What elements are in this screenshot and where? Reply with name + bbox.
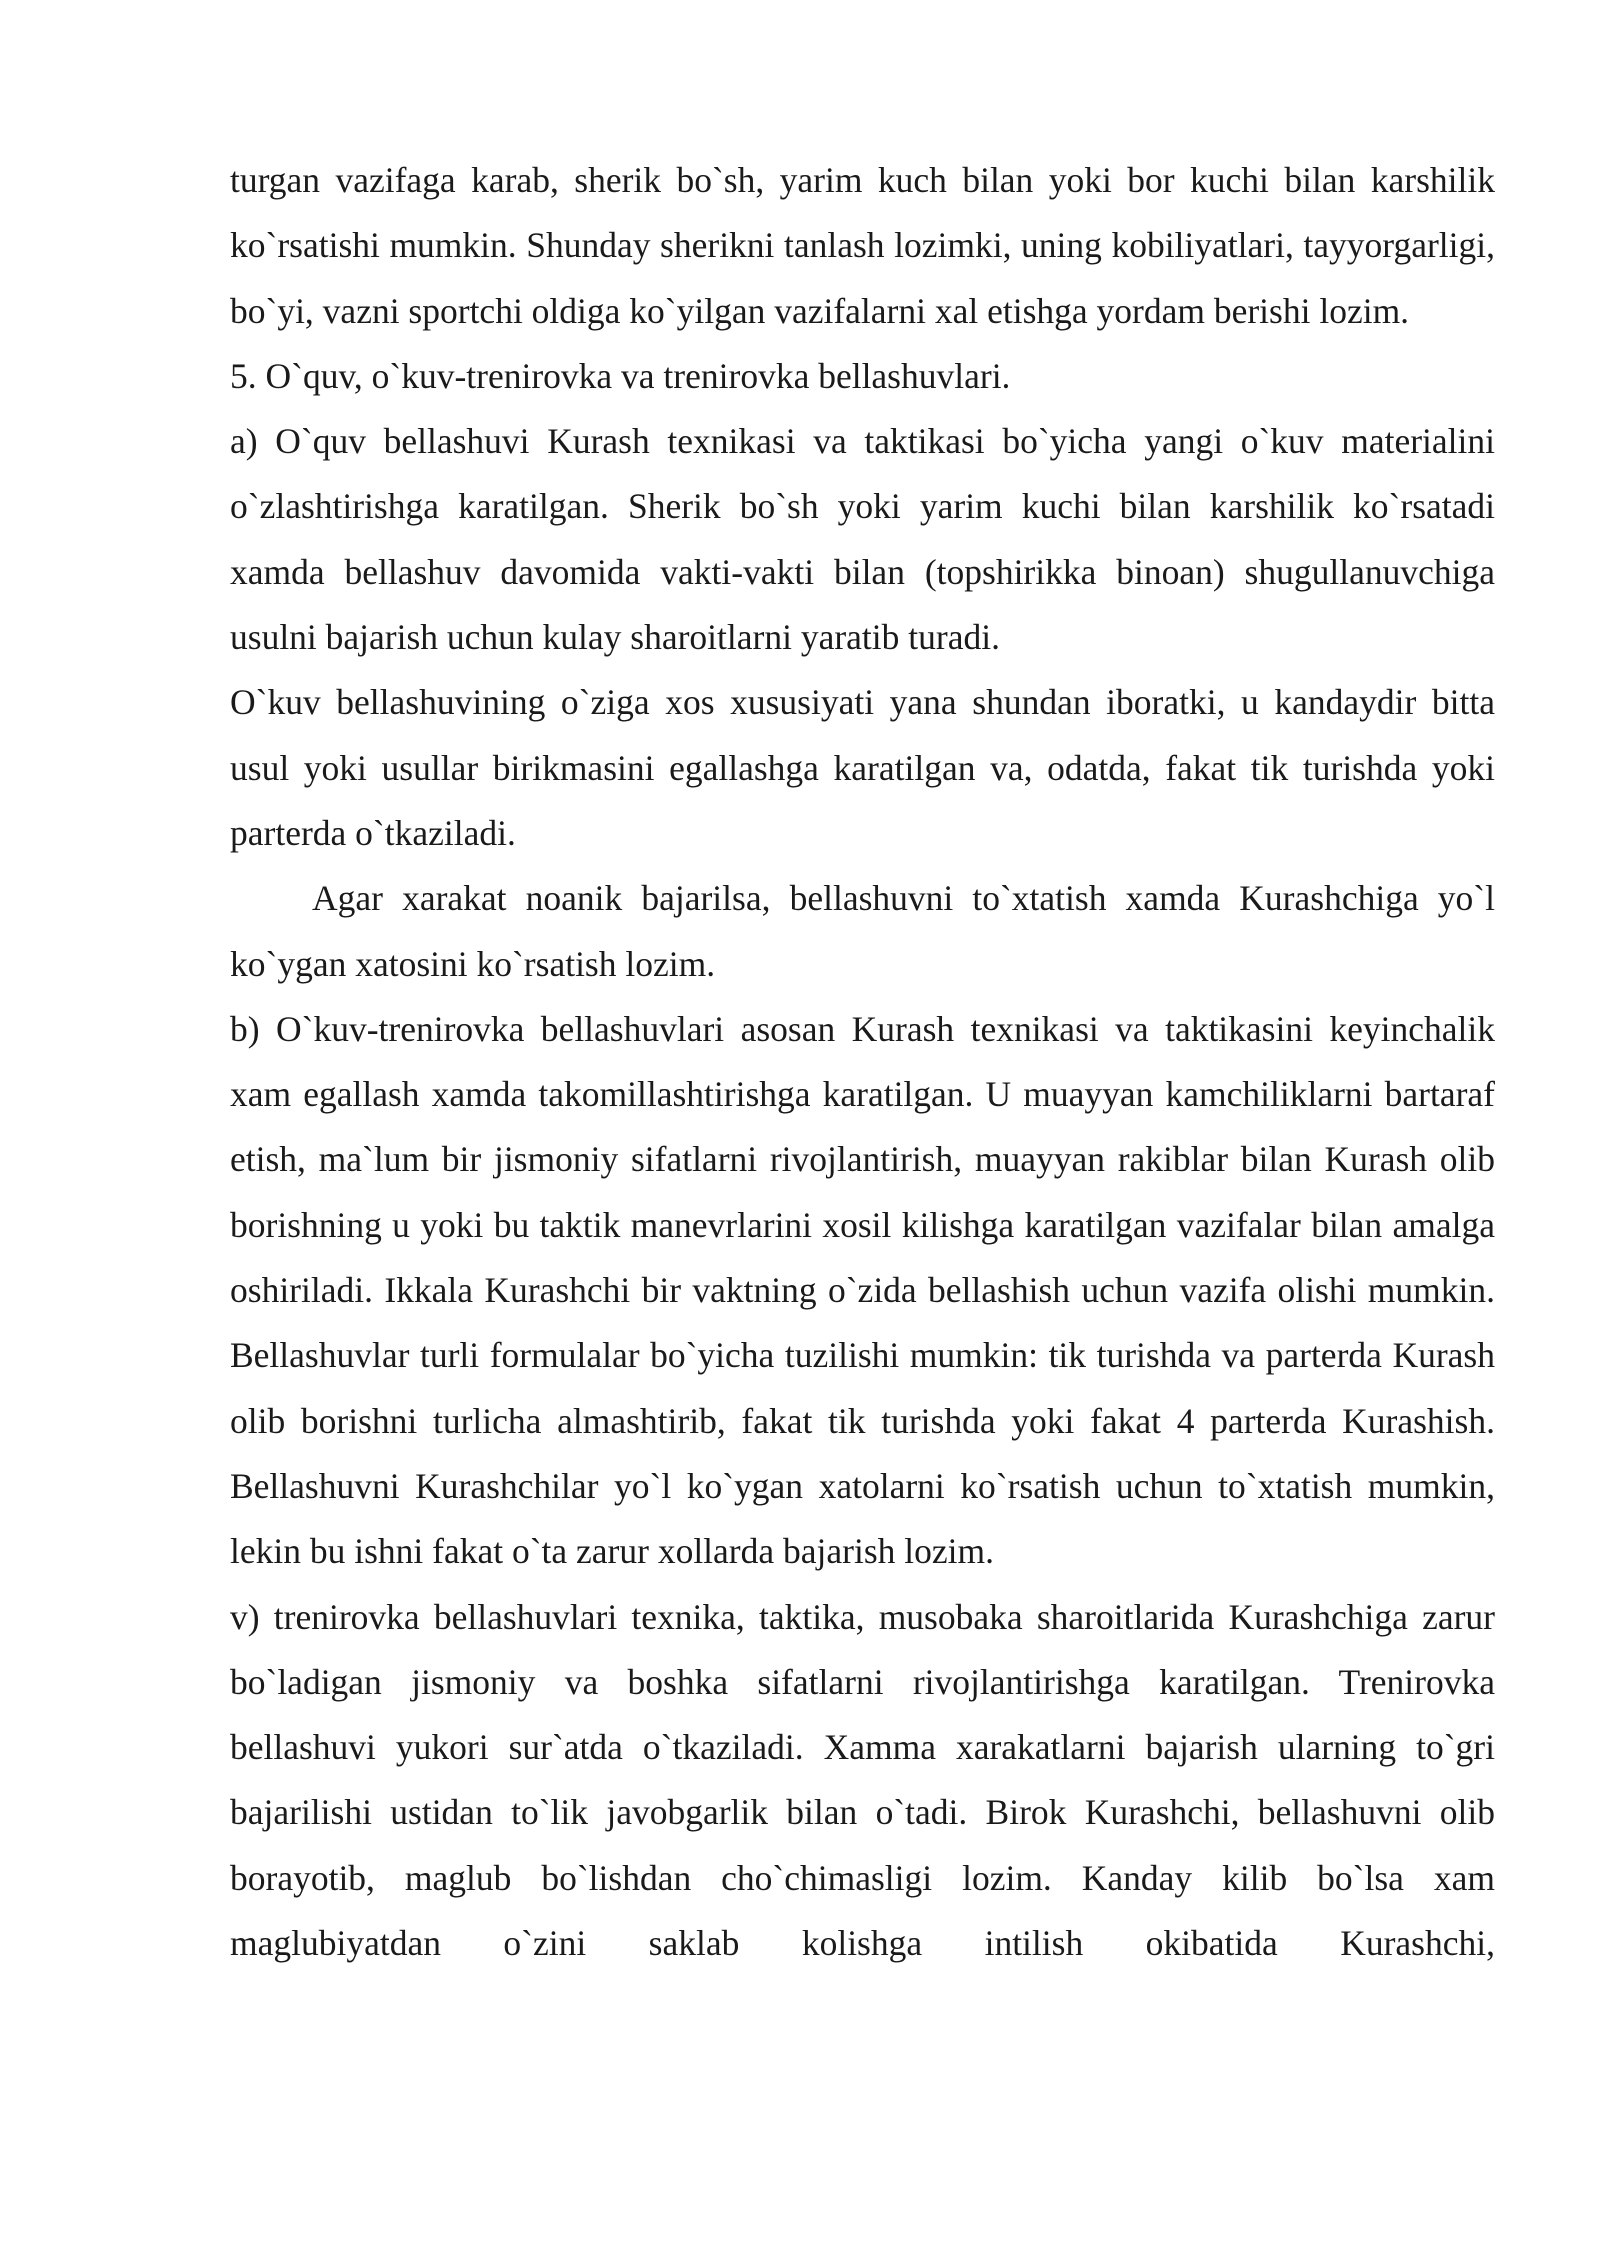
paragraph-training-bout: a) O`quv bellashuvi Kurash texnikasi va taktikasi bo`yicha yangi o`kuv materialini o`zlashtirishga karatilgan. Sherik bo`sh yoki yarim kuchi bilan karshilik ko`rsatadi xamda bellashuv davomida vakti-vakti bilan (topshirikka binoan) shugullanuvchiga usulni bajarish uchun kulay sharoitlarni yaratib turadi. xyxy=(230,421,1495,658)
paragraph-practice-bouts: v) trenirovka bellashuvlari texnika, taktika, musobaka sharoitlarida Kurashchiga zarur bo`ladigan jismoniy va boshka sifatlarni rivojlantirishga karatilgan. Trenirovka bellashuvi yukori sur`atda o`tkaziladi. Xamma xarakatlarni bajarish ularning to`gri bajarilishi ustidan to`lik javobgarlik bilan o`tadi. Birok Kurashchi, bellashuvni olib borayotib, maglub bo`lishdan cho`chimasligi lozim. Kanday kilib bo`lsa xam maglubiyatdan o`zini saklab kolishga intilish okibatida Kurashchi, xyxy=(230,1596,1495,1964)
paragraph-training-bout-features: O`kuv bellashuvining o`ziga xos xususiyati yana shundan iboratki, u kandaydir bitta usul yoki usullar birikmasini egallashga karatilgan va, odatda, fakat tik turishda yoki parterda o`tkaziladi. xyxy=(230,682,1495,853)
paragraph-stop-bout: Agar xarakat noanik bajarilsa, bellashuvni to`xtatish xamda Kurashchiga yo`l ko`ygan xatosini ko`rsatish lozim. xyxy=(230,878,1495,984)
body-text xyxy=(230,148,1495,1976)
paragraph-partner-selection: turgan vazifaga karab, sherik bo`sh, yarim kuch bilan yoki bor kuchi bilan karshilik ko`rsatishi mumkin. Shunday sherikni tanlash lozimki, uning kobiliyatlari, tayyorgarligi, bo`yi, vazni sportchi oldiga ko`yilgan vazifalarni xal etishga yordam berishi lozim. xyxy=(230,160,1495,331)
section-heading-bouts: 5. O`quv, o`kuv-trenirovka va trenirovka bellashuvlari. xyxy=(230,355,1011,396)
paragraph-training-practice-bouts: b) O`kuv-trenirovka bellashuvlari asosan Kurash texnikasi va taktikasini keyinchalik xam egallash xamda takomillashtirishga karatilgan. U muayyan kamchiliklarni bartaraf etish, ma`lum bir jismoniy sifatlarni rivojlantirish, muayyan rakiblar bilan Kurash olib borishning u yoki bu taktik manevrlarini xosil kilishga karatilgan vazifalar bilan amalga oshiriladi. Ikkala Kurashchi bir vaktning o`zida bellashish uchun vazifa olishi mumkin. Bellashuvlar turli formulalar bo`yicha tuzilishi mumkin: tik turishda va parterda Kurash olib borishni turlicha almashtirib, fakat tik turishda yoki fakat 4 parterda Kurashish. Bellashuvni Kurashchilar yo`l ko`ygan xatolarni ko`rsatish uchun to`xtatish mumkin, lekin bu ishni fakat o`ta zarur xollarda bajarish lozim. xyxy=(230,1008,1495,1572)
